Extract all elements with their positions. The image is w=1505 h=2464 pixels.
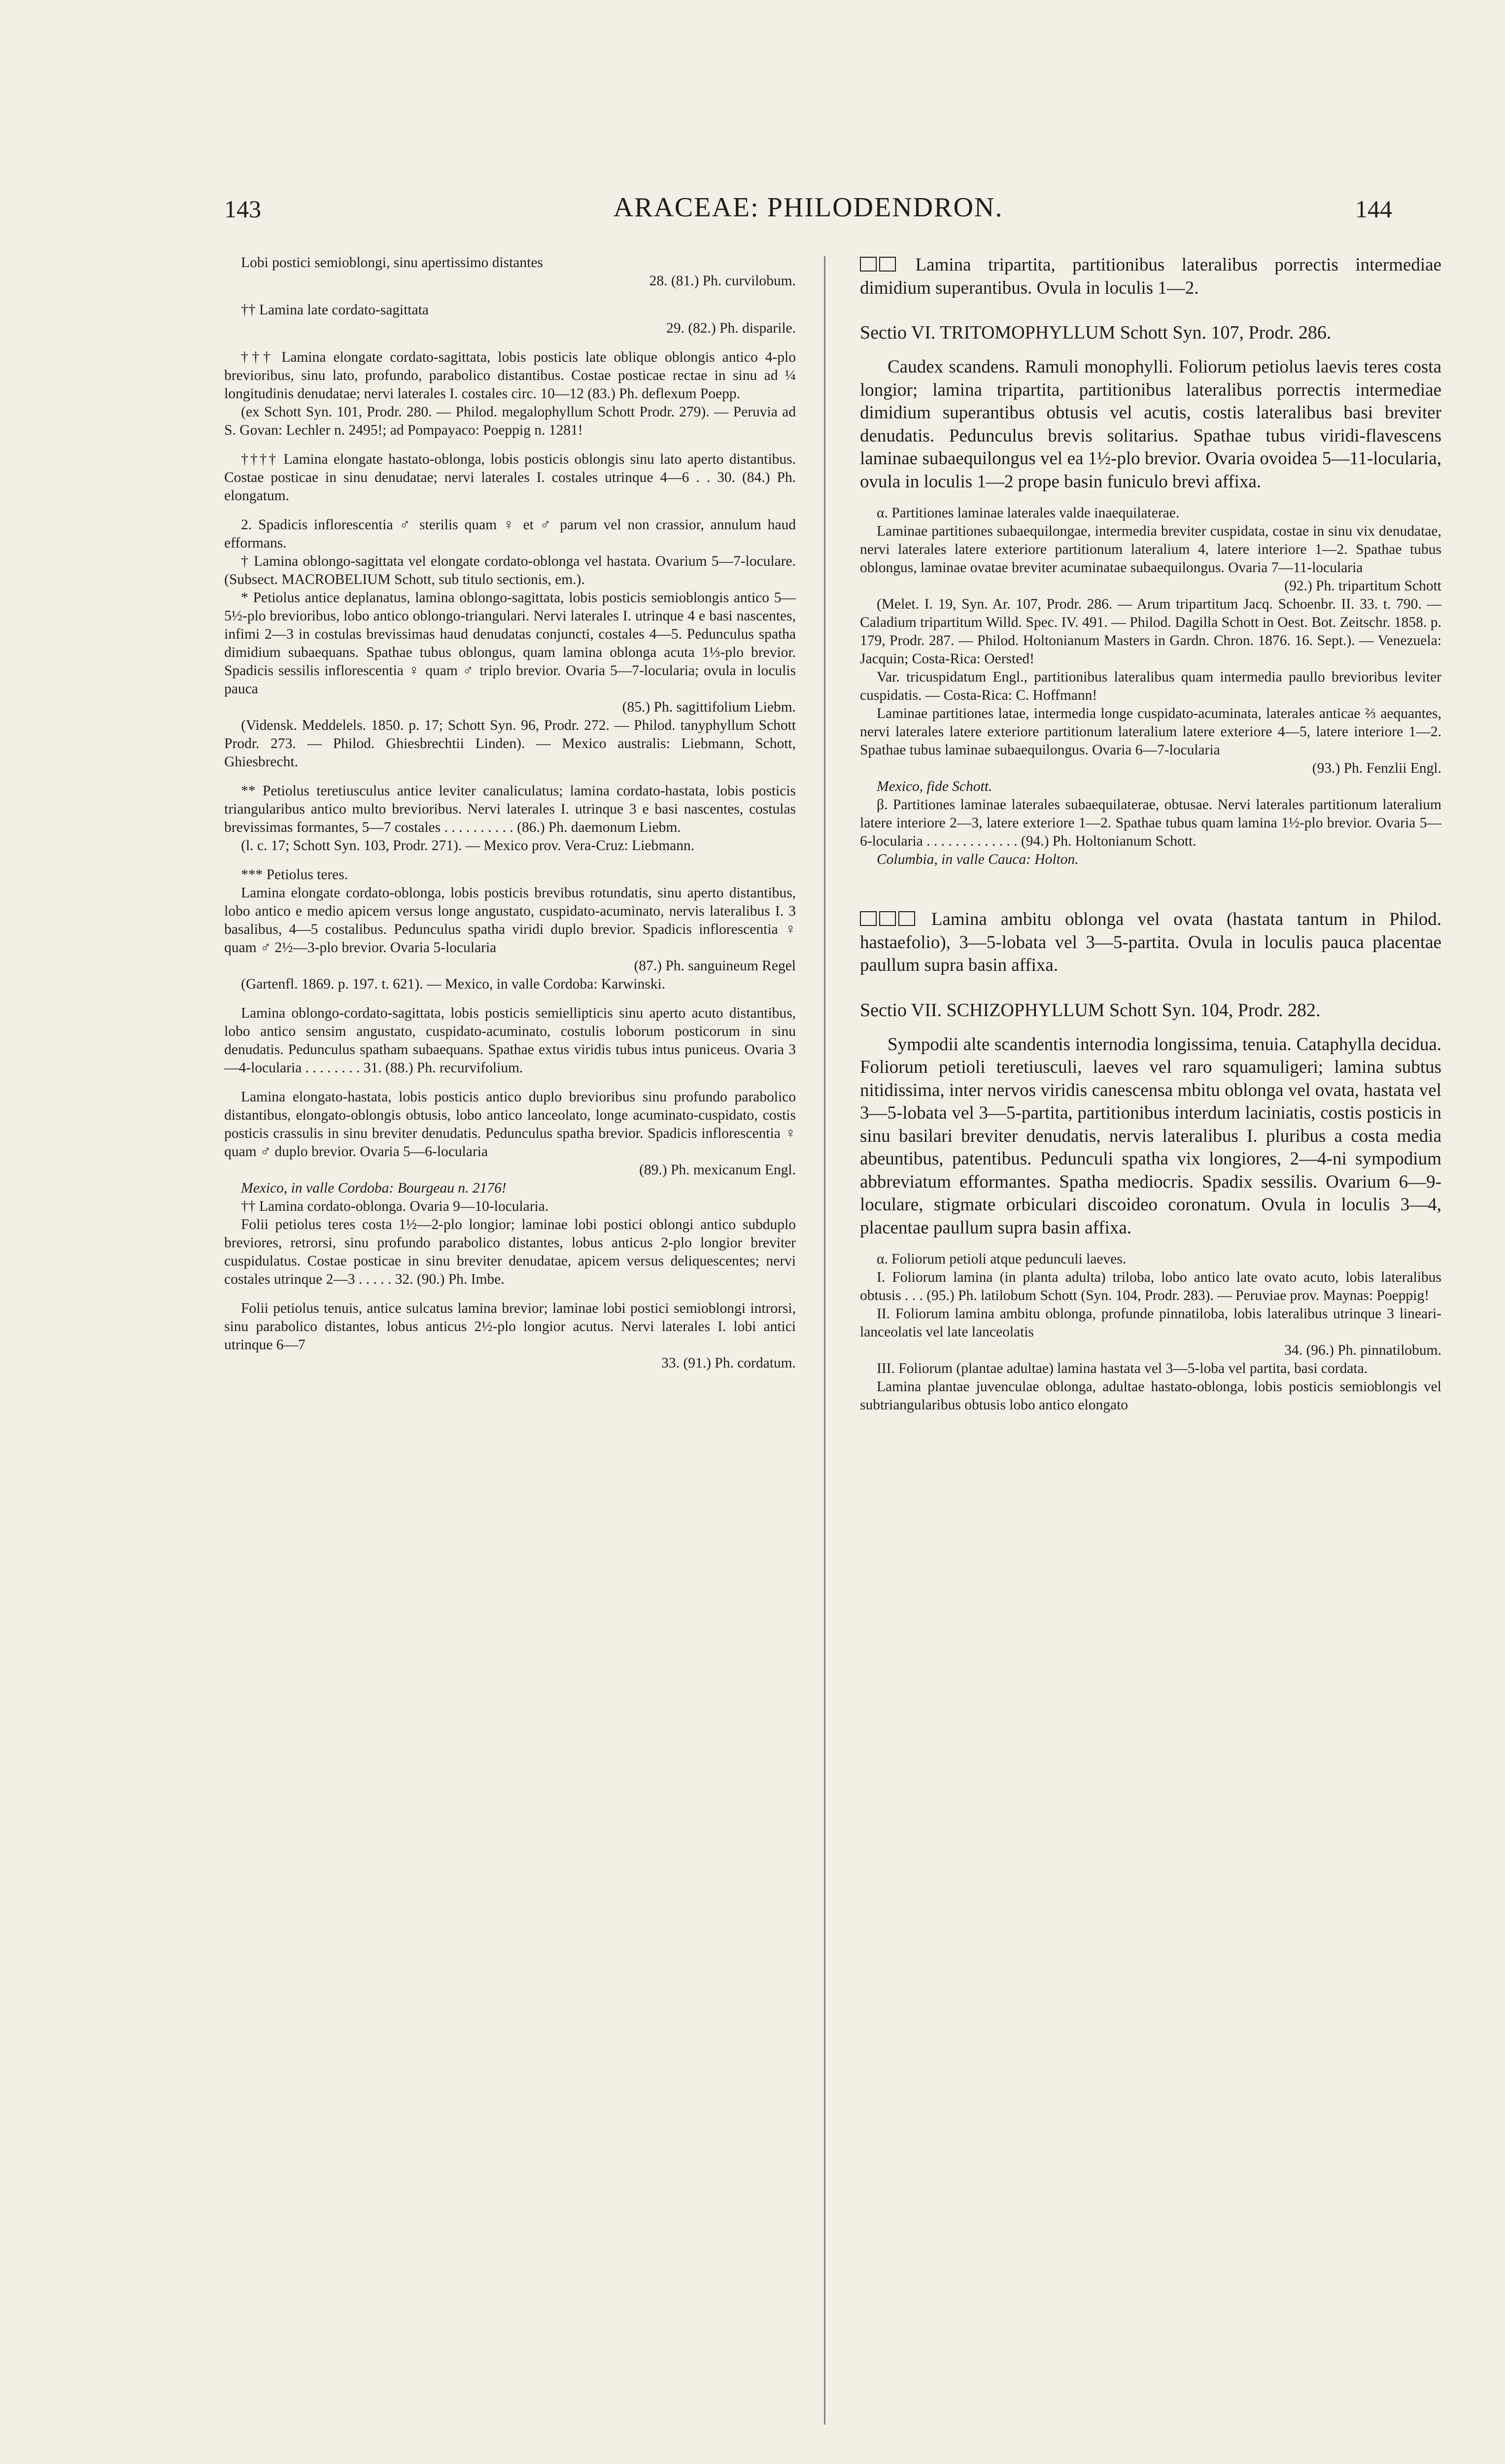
key-entry: Laminae partitiones latae, intermedia longe cuspidato-acuminata, laterales anticae ⅔ aequantes, nervi laterales latere exteriore partitionum lateralium latere exteriore 4—5, latere interiore 1—2. Spathae tubus laminae subaequilongus. Ovaria 6—7-locularia — [860, 706, 1441, 758]
citation: (Vidensk. Meddelels. 1850. p. 17; Schott Syn. 96, Prodr. 272. — Philod. tanyphyllum Schott Prodr. 273. — Philod. Ghiesbrechtii Linden). — Mexico australis: Liebmann, Schott, Ghiesbrecht. — [224, 718, 796, 770]
citation: Mexico, in valle Cordoba: Bourgeau n. 2176! — [241, 1180, 507, 1196]
species-ref: 34. (96.) Ph. pinnatilobum. — [1284, 1342, 1441, 1358]
key-entry: *** Petiolus teres. — [241, 867, 348, 883]
key-entry: Folii petiolus teres costa 1½—2-plo longior; laminae lobi postici oblongi antico subduplo breviores, retrorsi, sinu profundo parabolico distantes, lobus anticus 2-plo longior breviter cuspidulatus. Costae posticae in sinu breviter denudatae, apicem versus deliquescentes; nervi costales utrinque 2—3 . . . . . 32. (90.) Ph. Imbe. — [224, 1217, 796, 1287]
square-glyph-icon — [879, 257, 896, 272]
section-heading: Sectio VII. SCHIZOPHYLLUM Schott Syn. 104, Prodr. 282. — [860, 999, 1321, 1021]
section-heading: Sectio VI. TRITOMOPHYLLUM Schott Syn. 107, Prodr. 286. — [860, 322, 1332, 343]
species-ref: (93.) Ph. Fenzlii Engl. — [1312, 760, 1441, 776]
key-entry: Lamina ambitu oblonga vel ovata (hastata tantum in Philod. hastaefolio), 3—5-lobata vel 3—5-partita. Ovula in loculis pauca placentae paullum supra basin affixa. — [860, 909, 1441, 975]
key-entry: I. Foliorum lamina (in planta adulta) triloba, lobo antico late ovato acuto, lobis lateralibus obtusis . . . (95.) Ph. latilobum Schott (Syn. 104, Prodr. 283). — Peruviae prov. Maynas: Poeppig! — [860, 1269, 1441, 1303]
page-number-right: 144 — [1355, 195, 1392, 223]
square-glyph-icon — [879, 911, 896, 926]
species-ref: 28. (81.) Ph. curvilobum. — [649, 273, 796, 289]
section-description: Caudex scandens. Ramuli monophylli. Foliorum petiolus laevis teres costa longior; lamina tripartita, partitionibus lateralibus porrectis intermediae dimidium superantibus obtusis vel acutis, costis lateralibus basi breviter denudatis. Pedunculus brevis solitarius. Spathae tubus viridi-flavescens laminae subaequilongus vel ea 1½-plo brevior. Ovaria ovoidea 5—11-locularia, ovula in loculis 1—2 prope basin funiculo brevi affixa. — [860, 357, 1441, 492]
key-entry: α. Foliorum petioli atque pedunculi laeves. — [877, 1251, 1127, 1267]
key-entry: 2. Spadicis inflorescentia ♂ sterilis quam ♀ et ♂ parum vel non crassior, annulum haud efformans. — [224, 517, 796, 551]
column-divider — [824, 256, 825, 2425]
citation: (ex Schott Syn. 101, Prodr. 280. — Philod. megalophyllum Schott Prodr. 279). — Peruvia ad S. Govan: Lechler n. 2495!; ad Pompayaco: Poeppig n. 1281! — [224, 404, 796, 438]
key-entry: Lamina tripartita, partitionibus lateralibus porrectis intermediae dimidium superantibus. Ovula in loculis 1—2. — [860, 255, 1441, 298]
square-glyph-icon — [860, 911, 877, 926]
right-column — [860, 254, 1441, 2442]
key-entry: ††† Lamina elongate cordato-sagittata, lobis posticis late oblique oblongis antico 4-plo brevioribus, sinu lato, profundo, parabolico distantibus. Costae posticae rectae in sinu ad ¼ longitudinis denudatae; nervi laterales I. costales circ. 10—12 (83.) Ph. deflexum Poepp. — [224, 349, 796, 402]
key-entry: †† Lamina late cordato-sagittata — [241, 302, 429, 318]
page-number-left: 143 — [224, 195, 261, 223]
key-entry: β. Partitiones laminae laterales subaequilaterae, obtusae. Nervi laterales partitionum lateralium latere interiore 2—3, latere exteriore 1—2. Spathae tubus quam lamina 1½-plo brevior. Ovaria 5—6-locularia . . . . . . . . . . . . . (94.) Ph. Holtonianum Schott. — [860, 797, 1441, 849]
square-glyph-icon — [898, 911, 915, 926]
key-entry: II. Foliorum lamina ambitu oblonga, profunde pinnatiloba, lobis lateralibus utrinque 3 lineari-lanceolatis vel late lanceolatis — [860, 1306, 1441, 1340]
key-entry: Lamina oblongo-cordato-sagittata, lobis posticis semiellipticis sinu aperto acuto distantibus, lobo antico sensim angustato, cuspidato-acuminato, costulis loborum posticorum in sinu denudatis. Pedunculus spatham subaequans. Spathae extus viridis tubus intus puniceus. Ovaria 3—4-locularia . . . . . . . . 31. (88.) Ph. recurvifolium. — [224, 1005, 796, 1076]
key-entry: Folii petiolus tenuis, antice sulcatus lamina brevior; laminae lobi postici semioblongi introrsi, sinu parabolico distantes, lobus anticus 2½-plo longior acutus. Nervi laterales I. lobi antici utrinque 6—7 — [224, 1300, 796, 1353]
citation: (Gartenfl. 1869. p. 197. t. 621). — Mexico, in valle Cordoba: Karwinski. — [241, 976, 666, 992]
citation: Columbia, in valle Cauca: Holton. — [877, 852, 1079, 867]
running-title: ARACEAE: PHILODENDRON. — [613, 192, 1003, 223]
species-ref: (85.) Ph. sagittifolium Liebm. — [622, 699, 796, 715]
species-ref: (92.) Ph. tripartitum Schott — [1284, 578, 1441, 594]
key-entry: Lobi postici semioblongi, sinu apertissimo distantes — [241, 255, 543, 271]
key-entry: ** Petiolus teretiusculus antice leviter canaliculatus; lamina cordato-hastata, lobis posticis triangularibus antico multo brevioribus. Nervi laterales I. utrinque 3 e basi nascentes, costulas brevissimas formantes, 5—7 costales . . . . . . . . . . (86.) Ph. daemonum Liebm. — [224, 783, 796, 835]
key-entry: III. Foliorum (plantae adultae) lamina hastata vel 3—5-loba vel partita, basi cordata. — [877, 1361, 1368, 1376]
running-header — [224, 192, 1392, 239]
species-ref: (89.) Ph. mexicanum Engl. — [639, 1162, 796, 1178]
section-description: Sympodii alte scandentis internodia longissima, tenuia. Cataphylla decidua. Foliorum petioli teretiusculi, laeves vel raro squamuligeri; lamina subtus nitidissima, inter nervos viridis canescensa mbitu oblonga vel ovata, hastata vel 3—5-lobata vel 3—5-partita, partitionibus interdum laciniatis, costis posticis in sinu basilari breviter denudatis, nervis lateralibus I. pluribus a costa media abeuntibus, patentibus. Pedunculi spatha vix longiores, 2—4-ni sympodium abbreviatum efformantes. Spatha mediocris. Spadix sessilis. Ovarium 6—9-loculare, stigmate orbiculari discoideo coronatum. Ovula in loculis 3—4, placentae paullum supra basin affixa. — [860, 1034, 1441, 1238]
key-entry: † Lamina oblongo-sagittata vel elongate cordato-oblonga vel hastata. Ovarium 5—7-loculare. (Subsect. MACROBELIUM Schott, sub titulo sectionis, em.). — [224, 553, 796, 587]
key-entry: Lamina elongate cordato-oblonga, lobis posticis brevibus rotundatis, sinu aperto distantibus, lobo antico e medio apicem versus longe angustato, cuspidato-acuminato, nervis lateralibus I. 3 basalibus, 4—5 costalibus. Pedunculus spatha viridi duplo brevior. Spadicis inflorescentia ♀ quam ♂ 2½—3-plo brevior. Ovaria 5-locularia — [224, 885, 796, 956]
key-entry: Lamina elongato-hastata, lobis posticis antico duplo brevioribus sinu profundo parabolico distantibus, elongato-oblongis obtusis, lobo antico lanceolato, longe acuminato-cuspidato, costis posticis crassulis in sinu breviter denudatis. Pedunculus spatha brevior. Spadicis inflorescentia ♀ quam ♂ duplo brevior. Ovaria 5—6-locularia — [224, 1089, 796, 1160]
key-entry: Lamina plantae juvenculae oblonga, adultae hastato-oblonga, lobis posticis semioblongis vel subtriangularibus obtusis lobo antico elongato — [860, 1379, 1441, 1413]
square-glyph-icon — [860, 257, 877, 272]
species-ref: (87.) Ph. sanguineum Regel — [634, 958, 796, 974]
key-entry: α. Partitiones laminae laterales valde inaequilaterae. — [877, 505, 1180, 521]
key-entry: †††† Lamina elongate hastato-oblonga, lobis posticis oblongis sinu lato aperto distantibus. Costae posticae in sinu denudatae; nervi laterales I. costales utrinque 4—6 . . 30. (84.) Ph. elongatum. — [224, 451, 796, 504]
species-ref: 29. (82.) Ph. disparile. — [666, 320, 796, 336]
key-entry: Laminae partitiones subaequilongae, intermedia breviter cuspidata, costae in sinu vix denudatae, nervi laterales latere exteriore partitionum lateralium 4, latere interiore 1—2. Spathae tubus oblongus, laminae ovatae breviter acuminatae subaequilongus. Ovaria 7—11-locularia — [860, 523, 1441, 576]
species-ref: 33. (91.) Ph. cordatum. — [661, 1355, 796, 1371]
key-entry: †† Lamina cordato-oblonga. Ovaria 9—10-locularia. — [241, 1198, 549, 1214]
citation: (Melet. I. 19, Syn. Ar. 107, Prodr. 286. — Arum tripartitum Jacq. Schoenbr. II. 33. t. 790. — Caladium tripartitum Willd. Spec. IV. 491. — Philod. Dagilla Schott in Oest. Bot. Zeitschr. 1858. p. 179, Prodr. 287. — Philod. Holtonianum Masters in Gardn. Chron. 1876. 16. Sept.). — Venezuela: Jacquin; Costa-Rica: Oersted! — [860, 596, 1441, 667]
variety-entry: Var. tricuspidatum Engl., partitionibus lateralibus quam intermedia paullo brevioribus leviter cuspidatis. — Costa-Rica: C. Hoffmann! — [860, 669, 1441, 703]
citation: Mexico, fide Schott. — [877, 779, 992, 794]
key-entry: * Petiolus antice deplanatus, lamina oblongo-sagittata, lobis posticis semioblongis antico 5—5½-plo brevioribus, lobo antico oblongo-triangulari. Nervi laterales I. utrinque 4 e basi nascentes, infimi 2—3 in costulas brevissimas haud denudatas conjuncti, costales 4—5. Pedunculus spatha dimidium subaequans. Spathae tubus oblongus, quam lamina oblonga acuta 1⅓-plo brevior. Spadicis sessilis inflorescentia ♀ quam ♂ triplo brevior. Ovaria 5—7-locularia; ovula in loculis pauca — [224, 590, 796, 697]
citation: (l. c. 17; Schott Syn. 103, Prodr. 271). — Mexico prov. Vera-Cruz: Liebmann. — [241, 838, 695, 854]
left-column — [224, 254, 796, 2442]
